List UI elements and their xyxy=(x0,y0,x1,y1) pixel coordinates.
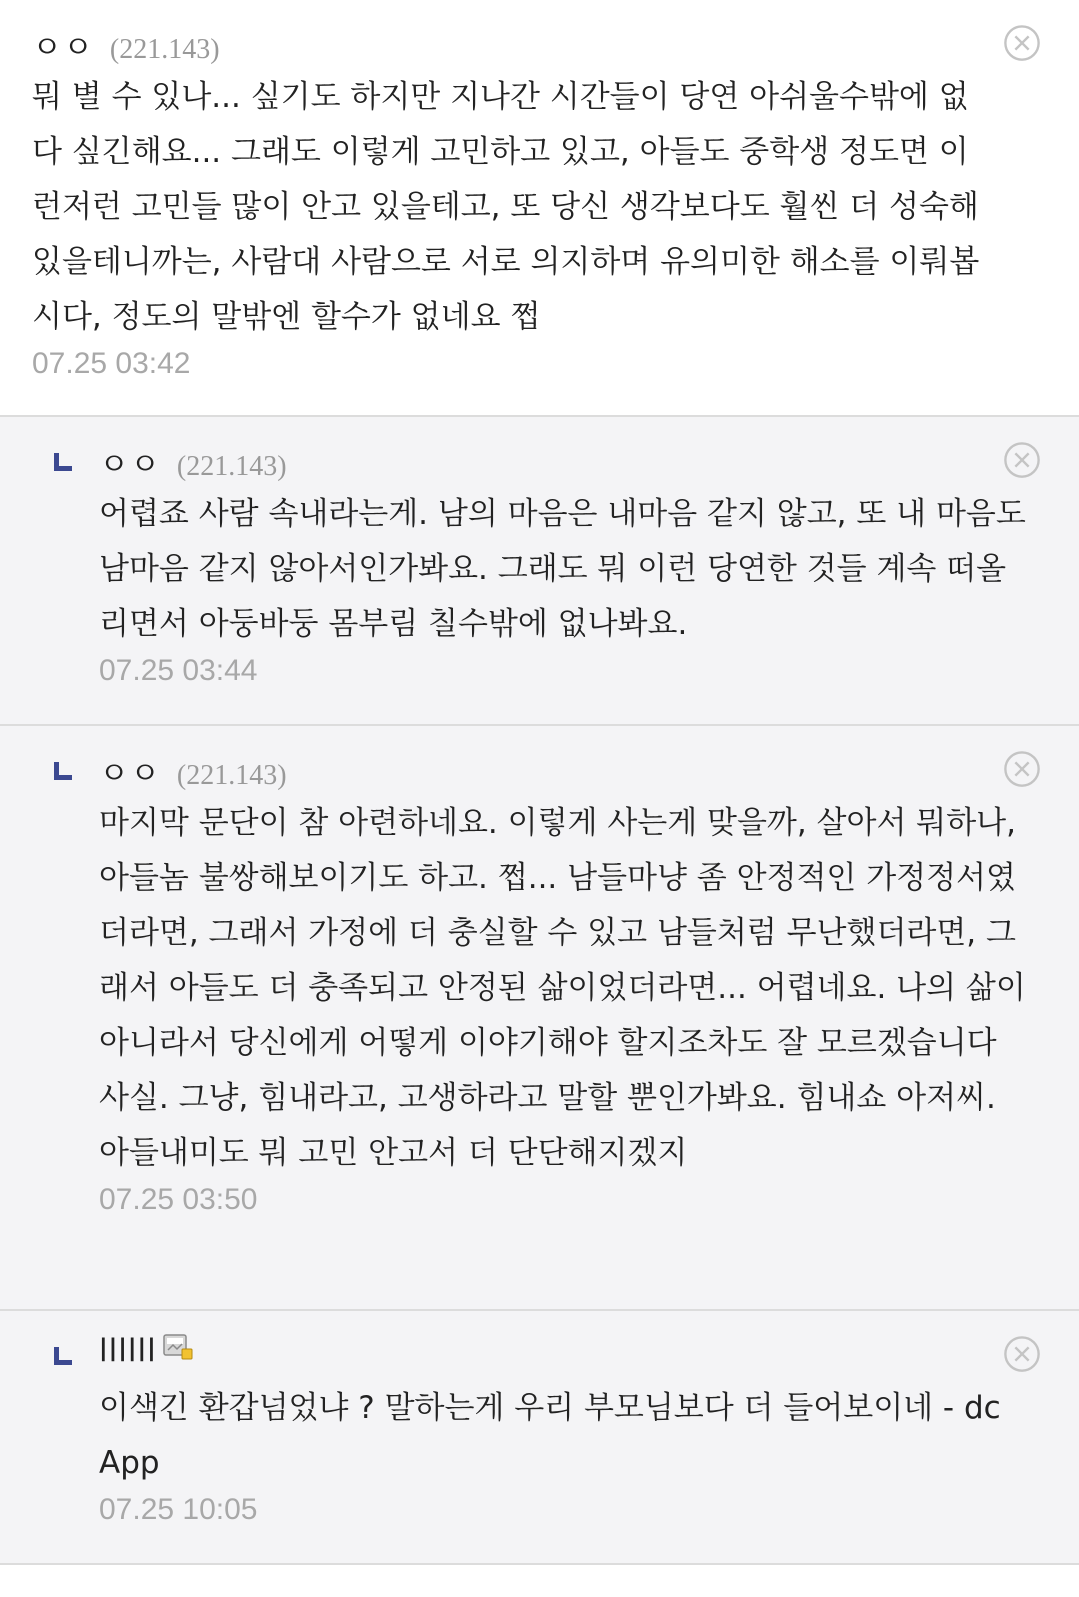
close-circle-icon[interactable] xyxy=(1003,24,1041,62)
comment-nickname[interactable]: ㅇㅇ xyxy=(99,756,161,792)
close-circle-icon[interactable] xyxy=(1003,441,1041,479)
comment-nickname[interactable]: llllll xyxy=(99,1333,157,1369)
comment-ip: (221.143) xyxy=(109,34,220,65)
comment-item xyxy=(0,0,1079,417)
comment-timestamp: 07.25 10:05 xyxy=(99,1493,258,1526)
reply-item xyxy=(0,417,1079,726)
comment-timestamp: 07.25 03:42 xyxy=(32,347,191,380)
reply-corner-icon xyxy=(54,453,72,471)
close-circle-icon[interactable] xyxy=(1003,750,1041,788)
comment-text: 어렵죠 사람 속내라는게. 남의 마음은 내마음 같지 않고, 또 내 마음도 남마음 같지 않아서인가봐요. 그래도 뭐 이런 당연한 것들 계속 떠올리면서 아둥바둥 몸부림 칠수밖에 없나봐요. xyxy=(99,496,1026,642)
comment-timestamp: 07.25 03:50 xyxy=(99,1183,258,1216)
comment-ip: (221.143) xyxy=(176,760,287,791)
comment-nickname[interactable]: ㅇㅇ xyxy=(99,447,161,483)
comment-text: 이색긴 환갑넘었냐 ? 말하는게 우리 부모님보다 더 들어보이네 - dc App xyxy=(99,1390,1001,1481)
comment-header xyxy=(99,748,1029,790)
gallog-icon[interactable] xyxy=(163,1333,193,1361)
comment-ip: (221.143) xyxy=(176,451,287,482)
comment-header xyxy=(32,22,989,64)
comment-header xyxy=(99,1333,1029,1375)
reply-item xyxy=(0,1311,1079,1565)
comment-header xyxy=(99,439,1029,481)
comment-text: 마지막 문단이 참 아련하네요. 이렇게 사는게 맞을까, 살아서 뭐하나, 아들놈 불쌍해보이기도 하고. 쩝... 남들마냥 좀 안정적인 가정정서였더라면, 그래서 가정에 더 충실할 수 있고 남들처럼 무난했더라면, 그래서 아들도 더 충족되고 안정된 삶이었더라면... 어렵네요. 나의 삶이 아니라서 당신에게 어떻게 이야기해야 할지조차도 잘 모르겠습니다 사실. 그냥, 힘내라고, 고생하라고 말할 뿐인가봐요. 힘내쇼 아저씨. 아들내미도 뭐 고민 안고서 더 단단해지겠지 xyxy=(99,805,1026,1171)
reply-corner-icon xyxy=(54,1347,72,1365)
reply-item xyxy=(0,726,1079,1311)
close-circle-icon[interactable] xyxy=(1003,1335,1041,1373)
comment-nickname[interactable]: ㅇㅇ xyxy=(32,30,94,66)
comment-timestamp: 07.25 03:44 xyxy=(99,654,258,687)
comment-text: 뭐 별 수 있나... 싶기도 하지만 지나간 시간들이 당연 아쉬울수밖에 없다 싶긴해요... 그래도 이렇게 고민하고 있고, 아들도 중학생 정도면 이런저런 고민들 많이 안고 있을테고, 또 당신 생각보다도 훨씬 더 성숙해있을테니까는, 사람대 사람으로 서로 의지하며 유의미한 해소를 이뤄봅시다, 정도의 말밖엔 할수가 없네요 쩝 xyxy=(32,79,980,335)
reply-corner-icon xyxy=(54,762,72,780)
